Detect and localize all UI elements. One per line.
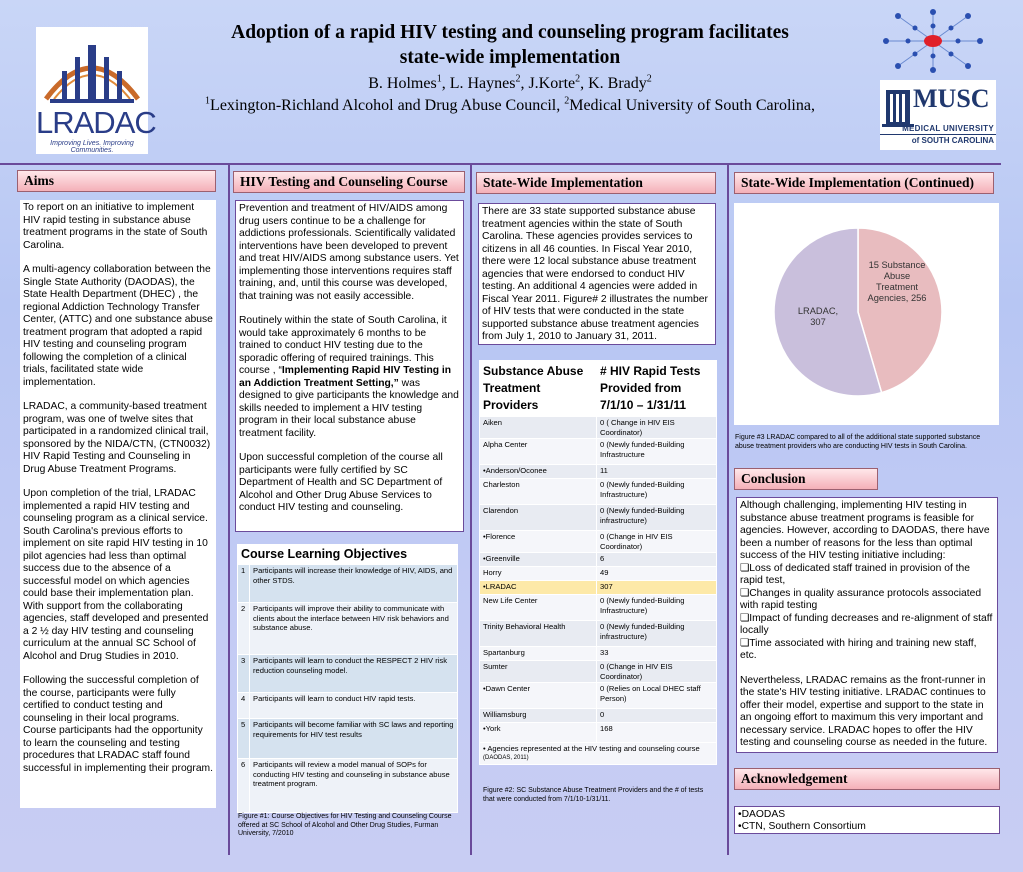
- provider-tests: 0: [597, 709, 717, 723]
- course-heading: HIV Testing and Counseling Course: [233, 171, 465, 193]
- provider-name: Charleston: [480, 479, 597, 505]
- column-divider-1: [228, 165, 230, 855]
- affiliation-1: Lexington-Richland Alcohol and Drug Abuse Council,: [210, 97, 565, 114]
- figure-1-caption: Figure #1: Course Objectives for HIV Testing and Counseling Course offered at SC School of Alcohol and Other Drug Studies, Furman University, 7/2010: [238, 813, 452, 837]
- provider-tests: 0 ( Change in HIV EIS Coordinator): [597, 417, 717, 439]
- table-row: [480, 683, 717, 709]
- provider-tests: 0 (Newly funded-Building infrastructure): [597, 621, 717, 647]
- author-2: L. Haynes: [449, 75, 516, 92]
- provider-tests: 0 (Newly funded-Building Infrastructure: [597, 439, 717, 465]
- conclusion-body: [736, 497, 998, 753]
- provider-tests: 6: [597, 553, 717, 567]
- lradac-logo: [36, 27, 156, 154]
- pie-label-agencies: 15 Substance Abuse Treatment Agencies, 256: [867, 260, 927, 303]
- network-diagram-icon: [878, 8, 988, 74]
- provider-tests: 0 (Newly funded-Building Infrastructure): [597, 595, 717, 621]
- table-row: [480, 595, 717, 621]
- provider-tests: 49: [597, 567, 717, 581]
- provider-name: Williamsburg: [480, 709, 597, 723]
- course-objectives-table: [237, 544, 458, 813]
- table-row: [480, 417, 717, 439]
- aims-paragraph-1: To report on an initiative to implement HIV rapid testing in substance abuse treatment programs in the state of South Carolina.: [23, 202, 208, 251]
- table-row: [480, 723, 717, 743]
- provider-name: Sumter: [480, 661, 597, 683]
- conclusion-bullet: ❏Impact of funding decreases and re-alignment of staff locally: [740, 612, 993, 636]
- table-row: 6 Participants will review a model manual of SOPs for conducting HIV testing and counseling in substance abuse treatment program.: [238, 759, 458, 813]
- author-3: J.Korte: [528, 75, 576, 92]
- course-paragraph-3: Upon successful completion of the course all participants were fully certified by SC Department of Health and SC Department of Alcohol and Other Drug Abuse Services to conduct HIV testing and counseling.: [239, 452, 443, 513]
- table-row: [480, 479, 717, 505]
- table-row: 5 Participants will become familiar with SC laws and reporting requirements for HIV test results: [238, 719, 458, 759]
- acknowledgement-body: [734, 806, 1000, 834]
- provider-name: Horry: [480, 567, 597, 581]
- provider-tests: 0 (Change in HIV EIS Coordinator): [597, 661, 717, 683]
- conclusion-bullet: ❏Loss of dedicated staff trained in provision of the rapid test,: [740, 562, 970, 586]
- provider-name: •Greenville: [480, 553, 597, 567]
- course-objectives-heading: Course Learning Objectives: [237, 544, 458, 564]
- provider-tests: 11: [597, 465, 717, 479]
- conclusion-bullet: ❏Changes in quality assurance protocols associated with rapid testing: [740, 587, 982, 611]
- musc-logo-line2: of SOUTH CAROLINA: [911, 136, 994, 145]
- musc-logo-divider: [880, 134, 996, 135]
- statewide-body: There are 33 state supported substance abuse treatment agencies within the state of South Carolina. These agencies provides services to citizens in all 46 counties. In Fiscal Year 2010, there were 12 local substance abuse treatment agencies that were endorsed to conduct HIV testing. An additional 4 agencies were added in Fiscal Year 2011. Figure# 2 illustrates the number of HIV tests that were conducted in the state supported substance abuse treatment agencies from July 1, 2010 to January 31, 2011.: [478, 203, 716, 345]
- header-divider: [0, 163, 1001, 165]
- musc-logo: [880, 80, 996, 150]
- table-row: [480, 553, 717, 567]
- table-row: [480, 439, 717, 465]
- conclusion-heading: Conclusion: [734, 468, 878, 490]
- column-divider-3: [727, 165, 729, 855]
- provider-name: Spartanburg: [480, 647, 597, 661]
- course-body: [235, 200, 464, 532]
- title-line-1: Adoption of a rapid HIV testing and counseling program facilitates: [231, 22, 789, 43]
- table-row: [480, 465, 717, 479]
- conclusion-closing: Nevertheless, LRADAC remains as the front-runner in the state's HIV testing initiative. LRADAC continues to offer their model, expertise and support to the state in an ongoing effort to maximum this very important and necessary service. LRADAC hopes to offer the HIV testing and counseling course as needed in the future.: [740, 674, 988, 748]
- providers-col-header: Substance Abuse Treatment Providers: [480, 361, 597, 417]
- provider-name: Aiken: [480, 417, 597, 439]
- table-row: 1 Participants will increase their knowledge of HIV, AIDS, and other STDS.: [238, 565, 458, 603]
- provider-tests: 0 (Relies on Local DHEC staff Person): [597, 683, 717, 709]
- figure-2-caption: Figure #2: SC Substance Abuse Treatment Providers and the # of tests that were conducted from 7/1/10-1/31/11.: [483, 787, 704, 803]
- providers-table: [479, 360, 717, 765]
- provider-tests: 168: [597, 723, 717, 743]
- poster-header: [0, 0, 1023, 160]
- provider-name: •Anderson/Oconee: [480, 465, 597, 479]
- aims-heading: Aims: [17, 170, 216, 192]
- table-row: [480, 531, 717, 553]
- provider-name: Alpha Center: [480, 439, 597, 465]
- provider-name: •LRADAC: [480, 581, 597, 595]
- conclusion-intro: Although challenging, implementing HIV testing in substance abuse treatment programs is feasible for agencies. However, according to DAODAS, there have been a number of reasons for the less than optimal success of the HIV testing initiative including:: [740, 500, 990, 561]
- aims-paragraph-2: A multi-agency collaboration between the Single State Authority (DAODAS), the State Health Department (DHEC) , the regional Addiction Technology Transfer Center, (ATTC) and one substance abuse treatment program that adopted a rapid HIV testing and counseling program following the completion of a clinical trials, facilitated state wide implementation.: [23, 264, 213, 388]
- provider-tests: 0 (Change in HIV EIS Coordinator): [597, 531, 717, 553]
- table-row: [480, 621, 717, 647]
- acknowledgement-heading: Acknowledgement: [734, 768, 1000, 790]
- provider-tests: 0 (Newly funded-Building Infrastructure): [597, 479, 717, 505]
- table-row: 3 Participants will learn to conduct the RESPECT 2 HIV risk reduction counseling model.: [238, 655, 458, 693]
- statewide-heading: State-Wide Implementation: [476, 172, 716, 194]
- provider-name: •York: [480, 723, 597, 743]
- course-paragraph-1: Prevention and treatment of HIV/AIDS among drug users continue to be a challenge for addictions professionals. Scientifically validated interventions have been developed to prevent and treat HIV/AIDS among substance users. Yet implementing those interventions requires staff training, and, until this course was developed, that training was not easily accessible.: [239, 203, 459, 302]
- author-4: K. Brady: [588, 75, 647, 92]
- table-row: 2 Participants will improve their ability to communicate with clients about the interface between HIV risk behaviors and substance abuse.: [238, 603, 458, 655]
- table-row: 4 Participants will learn to conduct HIV rapid tests.: [238, 693, 458, 719]
- provider-name: Trinity Behavioral Health: [480, 621, 597, 647]
- continued-heading: State-Wide Implementation (Continued): [734, 172, 994, 194]
- conclusion-bullet: ❏Time associated with hiring and training new staff, etc.: [740, 637, 977, 661]
- column-divider-2: [470, 165, 472, 855]
- musc-building-icon: [882, 84, 914, 128]
- affiliation-2: Medical University of South Carolina,: [569, 97, 815, 114]
- table-footnote-row: [480, 743, 717, 765]
- musc-logo-line1: MEDICAL UNIVERSITY: [902, 124, 994, 133]
- table-row: [480, 505, 717, 531]
- course-title-bold: Implementing Rapid HIV Testing in an Addiction Treatment Setting,”: [239, 365, 452, 389]
- poster-title: [160, 20, 860, 70]
- tests-col-header: # HIV Rapid Tests Provided from 7/1/10 – 1/31/11: [597, 361, 717, 417]
- provider-name: •Dawn Center: [480, 683, 597, 709]
- table-footnote: • Agencies represented at the HIV testing and counseling course: [483, 744, 700, 753]
- provider-tests: 307: [597, 581, 717, 595]
- aims-paragraph-5: Following the successful completion of the course, participants were fully certified to conduct testing and counseling in their local programs. Course participants had the opportunity to learn the counseling and testing procedures that LRADAC staff found successful in implementing their program.: [23, 675, 213, 774]
- course-paragraph-2: Routinely within the state of South Carolina, it would take approximately 6 months to be trained to conduct HIV testing due to the sporadic offering of required trainings. This course , “Implementing Rapid HIV Testing in an Addiction Treatment Setting,” was designed to give participants the knowledge and skills needed to implement a HIV testing program in their local substance abuse treatment facility.: [239, 315, 459, 439]
- provider-tests: 33: [597, 647, 717, 661]
- authors: B. Holmes$^1$, L. Haynes$^2$, J.Korte$^2$, K. Brady$^2$: [368, 73, 652, 92]
- table-row: [480, 709, 717, 723]
- table-row: [480, 661, 717, 683]
- aims-paragraph-4: Upon completion of the trial, LRADAC implemented a rapid HIV testing and counseling program as a clinical service. South Carolina's previous efforts to implement on site rapid HIV testing in 10 pilot agencies had less than optimal success due to the absence of a successful model on which agencies could base their implementation plan. With support from the collaborating agencies, staff developed and presented a 2 ½ day HIV testing and counseling curriculum at the annual SC School of Alcohol and Drug Studies in 2010.: [23, 488, 209, 662]
- pie-label-lradac: LRADAC, 307: [797, 306, 839, 327]
- table-row: [480, 581, 717, 595]
- table-footnote-source: (DAODAS, 2011): [483, 754, 529, 761]
- lradac-logo-word: LRADAC: [36, 105, 156, 140]
- provider-tests: 0 (Newly funded-Building infrastructure): [597, 505, 717, 531]
- table-row: [480, 647, 717, 661]
- table-row: [480, 567, 717, 581]
- provider-name: Clarendon: [480, 505, 597, 531]
- provider-name: •Florence: [480, 531, 597, 553]
- acknowledgement-item: •DAODAS: [738, 809, 786, 820]
- table-header-row: [480, 361, 717, 417]
- musc-logo-word: MUSC: [913, 84, 990, 113]
- aims-paragraph-3: LRADAC, a community-based treatment program, was one of twelve sites that participated in a randomized clinical trail, sponsored by the NIDA/CTN, (CTN0032) HIV Rapid Testing and Counseling in Drug Abuse Treatment Programs.: [23, 401, 211, 475]
- lradac-bridge-icon: [36, 27, 148, 107]
- acknowledgement-item: •CTN, Southern Consortium: [738, 821, 866, 832]
- figure-3-caption: Figure #3 LRADAC compared to all of the additional state supported substance abuse treatment providers who are conducting HIV tests in South Carolina.: [735, 434, 981, 450]
- aims-body: [20, 200, 216, 808]
- author-1: B. Holmes: [368, 75, 437, 92]
- lradac-logo-tagline: Improving Lives. Improving Communities.: [50, 140, 134, 154]
- affiliations: $^1$Lexington-Richland Alcohol and Drug Abuse Council, $^2$Medical University of South Carolina,: [205, 95, 815, 114]
- provider-name: New Life Center: [480, 595, 597, 621]
- title-line-2: state-wide implementation: [399, 47, 621, 68]
